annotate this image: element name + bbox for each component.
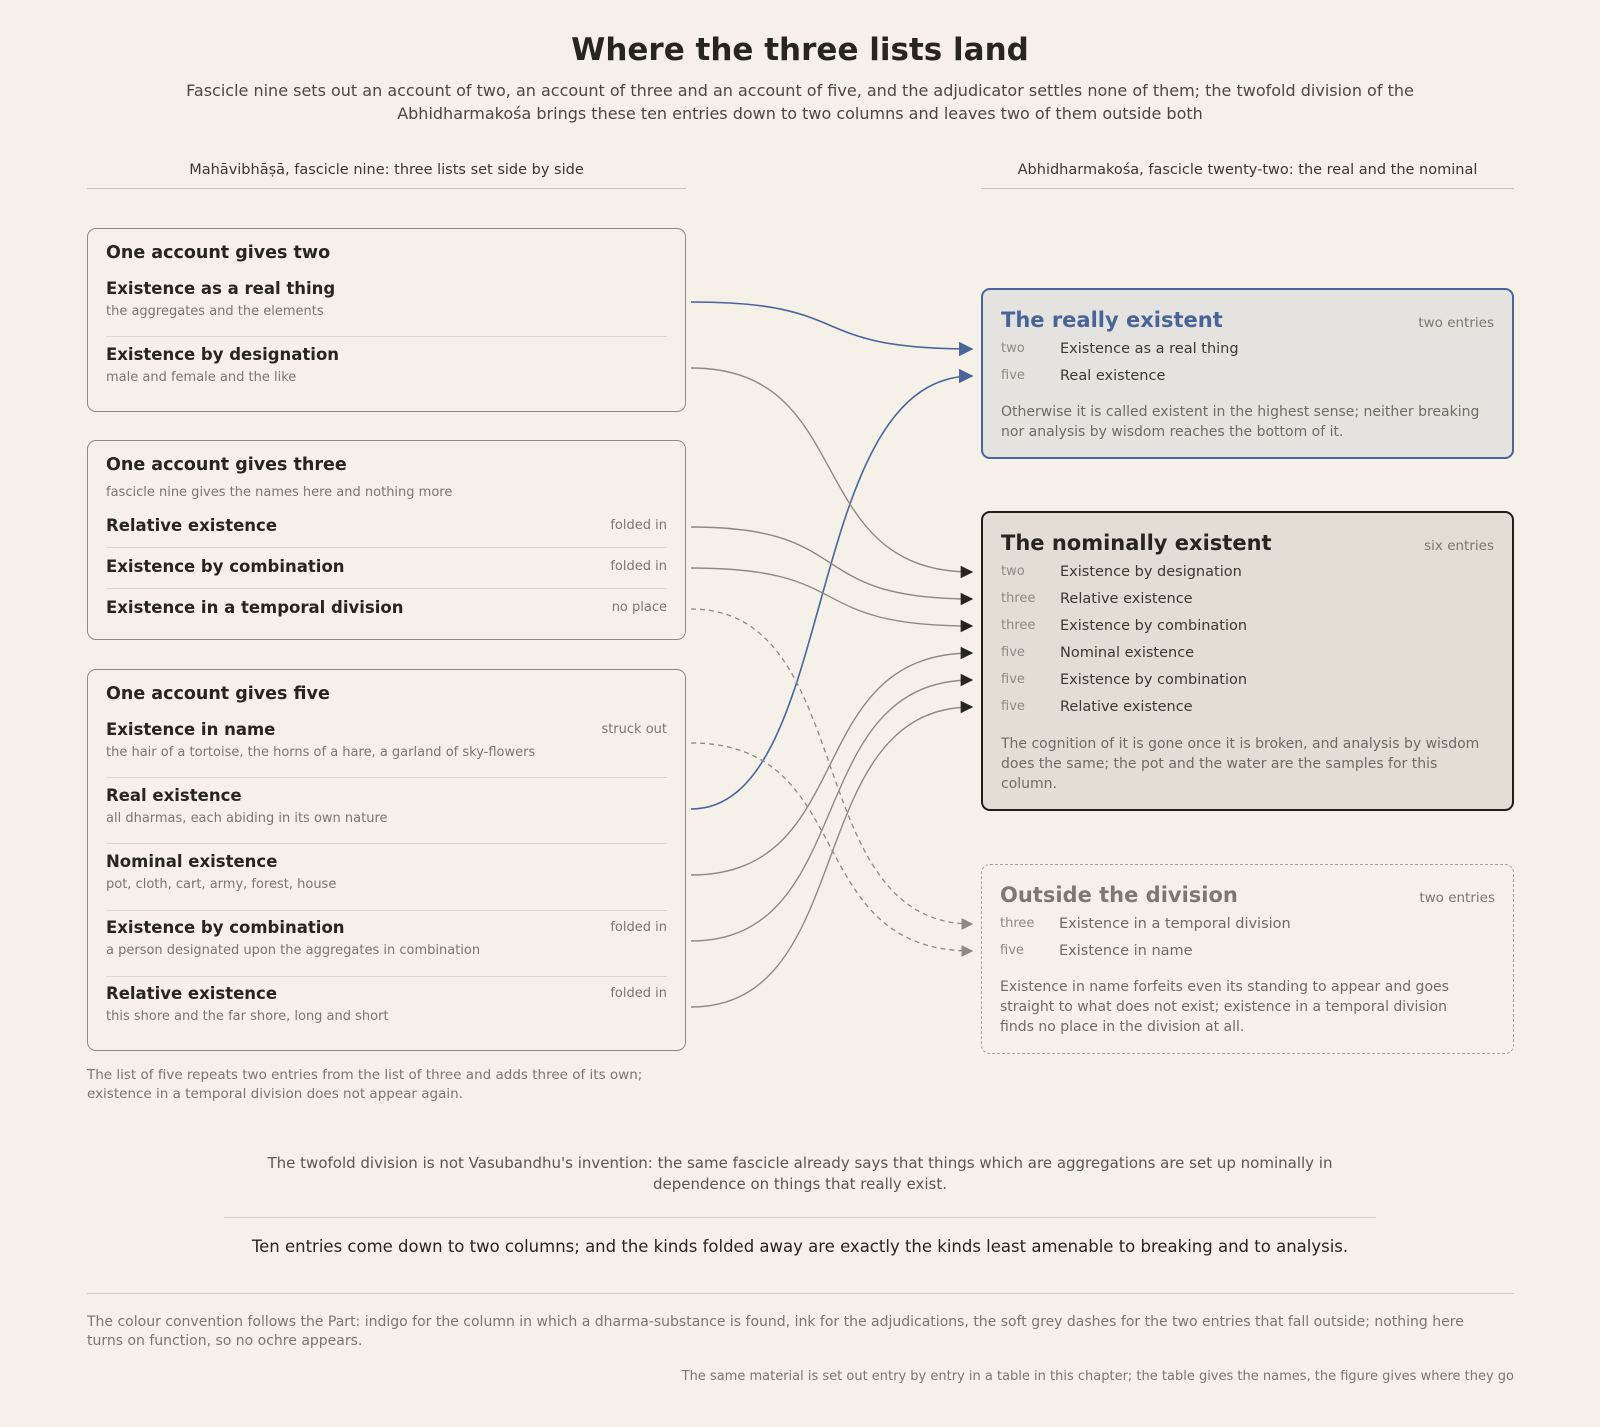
row-name: Existence in name	[1059, 943, 1193, 959]
row-source: two	[1001, 341, 1025, 356]
entry-tag: folded in	[610, 518, 667, 533]
column-title: The really existent	[1001, 308, 1223, 332]
row-name: Existence by designation	[1060, 564, 1242, 580]
entry-name: Relative existence	[106, 516, 278, 535]
entry-name: Real existence	[106, 786, 242, 805]
footnote-right: The same material is set out entry by entry in a table in this chapter; the table gives the names, the figure gives where they go	[681, 1369, 1514, 1384]
row-name: Relative existence	[1060, 591, 1193, 607]
arrow-relative-three-to-nominal	[691, 527, 972, 599]
entry-name: Existence in a temporal division	[106, 598, 404, 617]
list-two-title: One account gives two	[106, 243, 331, 263]
entry-description: the hair of a tortoise, the horns of a hare, a garland of sky-flowers	[106, 745, 536, 760]
entry-name: Nominal existence	[106, 852, 278, 871]
mid-note: The twofold division is not Vasubandhu's invention: the same fascicle already says that things which are aggregations are set up nominally in dependence on things that really exist.	[267, 1154, 1333, 1193]
entry-description: male and female and the like	[106, 370, 297, 385]
page-title: Where the three lists land	[571, 32, 1029, 68]
entry-description: all dharmas, each abiding in its own nature	[106, 811, 388, 826]
entry-name: Existence in name	[106, 720, 276, 739]
entry-tag: struck out	[601, 722, 667, 737]
row-source: three	[1001, 618, 1036, 633]
row-name: Existence by combination	[1060, 672, 1248, 688]
entry-tag: folded in	[610, 559, 667, 574]
row-source: three	[1000, 916, 1035, 931]
row-source: five	[1001, 368, 1025, 383]
row-source: five	[1001, 699, 1025, 714]
entry-count: two entries	[1418, 315, 1494, 331]
footnote: The colour convention follows the Part: indigo for the column in which a dharma-substance is found, ink for the adjudications, the soft grey dashes for the two entries that fall outside; nothing here turns on function, so no ochre appears.	[87, 1314, 1464, 1349]
row-source: five	[1001, 645, 1025, 660]
row-name: Existence as a real thing	[1060, 341, 1239, 357]
entry-description: the aggregates and the elements	[106, 304, 324, 319]
arrow-relative-five-to-nominal	[691, 707, 972, 1007]
row-source: three	[1001, 591, 1036, 606]
arrow-combination-five-to-nominal	[691, 680, 972, 941]
arrow-name-to-outside	[691, 743, 972, 951]
entry-name: Existence by combination	[106, 557, 345, 576]
entry-description: a person designated upon the aggregates in combination	[106, 943, 481, 958]
entry-tag: folded in	[610, 920, 667, 935]
entry-description: this shore and the far shore, long and short	[106, 1009, 389, 1024]
row-name: Relative existence	[1060, 699, 1193, 715]
arrow-designation-to-nominal	[691, 368, 972, 572]
row-source: five	[1000, 943, 1024, 958]
entry-name: Existence by combination	[106, 918, 345, 937]
left-column-heading: Mahāvibhāṣā, fascicle nine: three lists set side by side	[87, 162, 686, 189]
divider	[87, 1293, 1514, 1294]
entry-count: six entries	[1424, 538, 1494, 554]
right-column-heading: Abhidharmakośa, fascicle twenty-two: the real and the nominal	[981, 162, 1514, 189]
left-note: The list of five repeats two entries from the list of three and adds three of its own; existence in a temporal division does not appear again.	[87, 1067, 643, 1102]
entry-tag: no place	[611, 600, 667, 615]
list-three-title: One account gives three	[106, 455, 347, 475]
arrow-real-existence-to-really-existent	[691, 376, 972, 809]
entry-name: Relative existence	[106, 984, 278, 1003]
column-description: The cognition of it is gone once it is broken, and analysis by wisdom does the same; the pot and the water are the samples for this column.	[1001, 736, 1480, 792]
entry-count: two entries	[1419, 890, 1495, 906]
row-source: five	[1001, 672, 1025, 687]
entry-description: pot, cloth, cart, army, forest, house	[106, 877, 337, 892]
page-subtitle: Fascicle nine sets out an account of two, an account of three and an account of five, and the adjudicator settles none of them; the twofold division of the Abhidharmakośa brings these ten entries down to two columns and leaves two of them outside both	[186, 81, 1414, 123]
column-title: The nominally existent	[1001, 531, 1272, 555]
row-name: Existence by combination	[1060, 618, 1248, 634]
arrow-real-thing-to-really-existent	[691, 302, 972, 349]
entry-tag: folded in	[610, 986, 667, 1001]
list-five-title: One account gives five	[106, 684, 330, 704]
row-name: Existence in a temporal division	[1059, 916, 1291, 932]
column-title: Outside the division	[1000, 883, 1238, 907]
list-three-note: fascicle nine gives the names here and nothing more	[106, 485, 453, 500]
entry-name: Existence as a real thing	[106, 279, 336, 298]
divider	[224, 1217, 1376, 1218]
arrow-temporal-to-outside	[691, 609, 972, 924]
row-source: two	[1001, 564, 1025, 579]
row-name: Real existence	[1060, 368, 1166, 384]
column-description: Otherwise it is called existent in the highest sense; neither breaking nor analysis by wisdom reaches the bottom of it.	[1001, 404, 1480, 440]
conclusion: Ten entries come down to two columns; and the kinds folded away are exactly the kinds least amenable to breaking and to analysis.	[251, 1237, 1349, 1256]
column-description: Existence in name forfeits even its standing to appear and goes straight to what does not exist; existence in a temporal division finds no place in the division at all.	[1000, 979, 1449, 1035]
entry-name: Existence by designation	[106, 345, 340, 364]
row-name: Nominal existence	[1060, 645, 1195, 661]
